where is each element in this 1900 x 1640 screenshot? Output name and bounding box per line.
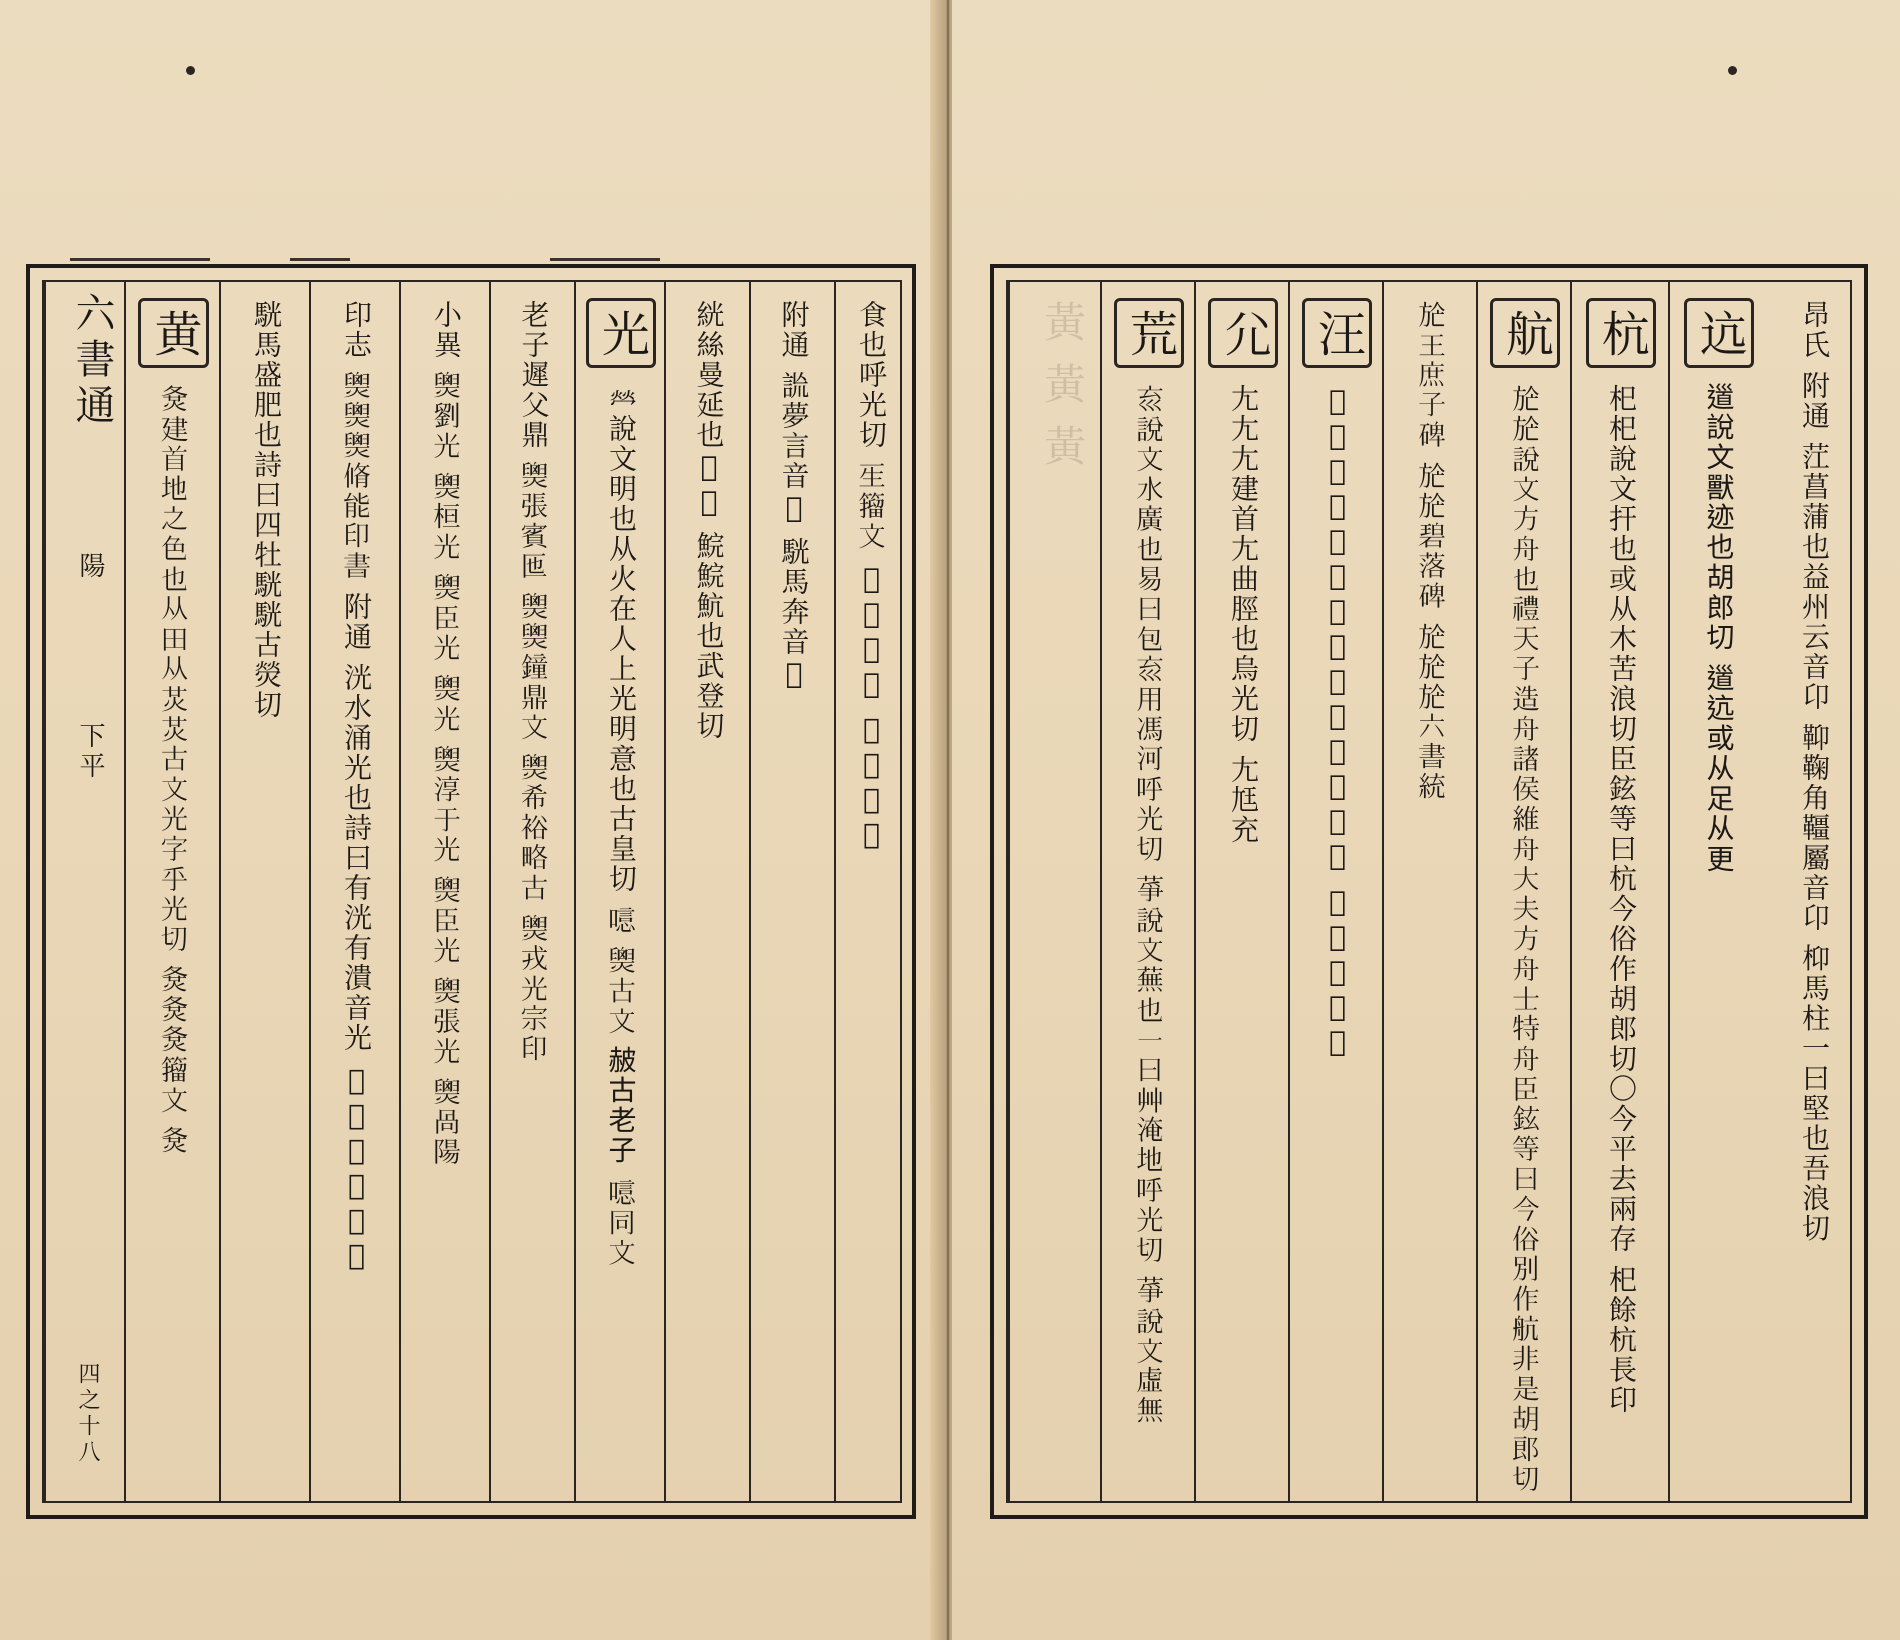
entry-head-box: 航 [1490,298,1561,368]
entry-head-box: 荒 [1114,298,1185,368]
column-text: 𣏌𣏌說文扞也或从木苦浪切臣鉉等曰杭今俗作胡郎切〇今平去兩存 𣏌餘杭長印 [1605,384,1638,1415]
right-column-7 [1194,282,1290,1501]
right-frame [990,264,1868,1519]
entry-head-box: 杭 [1586,298,1657,368]
left-text-grid [42,280,902,1503]
right-column-3 [1570,282,1670,1501]
entry-head-box: 尣 [1208,298,1279,368]
column-text: 印志 𤐫𤐫𤐫脩能印書 附通 洸水涌光也詩曰有洸有潰音光 𣿵充也古礦切 [340,300,373,1274]
column-text: 附通 詤夢言音𦎖 駫馬奔音𦎖 [777,300,811,692]
entry-head-box: 黄 [138,298,209,368]
column-text: 絖絲曼延也𦎖𦎖 鯇鯇魧也武登切 [692,300,726,741]
left-column-5 [489,282,576,1501]
right-column-2 [1668,282,1768,1501]
rhyme-label: 陽 [75,552,105,582]
ink-dot [186,66,195,75]
column-text: 𨕥說文獸迹也胡郎切 𨕥迒或从足从更 [1703,384,1736,875]
entry-head-box: 光 [586,298,657,368]
ink-dot [1728,66,1737,75]
left-column-8 [219,282,311,1501]
left-column-9 [124,282,221,1501]
right-text-grid [1006,280,1852,1503]
entry-head-box: 迒 [1684,298,1755,368]
column-text: 𡕛建首地之色也从田从炗炗古文光字乎光切 𡕛𡕛𡕛籀文 𡕛 [157,384,191,1156]
top-rule [550,258,660,261]
left-page [0,0,944,1640]
column-text: 小異 𤐫劉光 𤐫桓光 𤐫臣光 𤐫光 𤐫淳于光 𤐫臣光 𤐫張光 𤐫咼陽 [430,300,463,1168]
left-frame [26,264,916,1519]
column-text: 𣃢王庶子碑 𣃢𣃢碧落碑 𣃢𣃢𣃢六書統 [1415,300,1448,802]
column-text: 駫馬盛肥也詩曰四牡駫駫古熒切 [250,300,283,720]
left-column-7 [309,282,401,1501]
column-text: 老子遲父鼎 𤐫張賓匜 𤐫𤐫鐘鼎文 𤐫希裕略古 𤐫戎光宗印 [517,300,551,1064]
right-column-4 [1476,282,1572,1501]
top-rule [290,258,350,261]
right-column-6 [1288,282,1384,1501]
column-text: 𤇾說文明也从火在人上光明意也古皇切 𠻫 𤐫古文 𧹞古老子 𠻫同文 [605,384,638,1268]
page-number: 四之十八 [75,1362,100,1466]
top-rule [70,258,210,261]
right-page [952,0,1900,1640]
column-text: 𣃢𣃢說文方舟也禮天子造舟諸侯維舟大夫方舟士特舟臣鉉等曰今俗別作航非是胡郎切 [1509,384,1542,1494]
left-column-6 [399,282,491,1501]
left-margin-column [44,282,126,1501]
show-through-ghost: 黃黃黃 [1038,300,1087,486]
column-text: 𡿮說文水廣也易曰包𡿮用馮河呼光切 𦱊說文蕪也一曰艸淹地呼光切 𦱊說文虛無 [1133,384,1166,1426]
right-column-5 [1382,282,1478,1501]
right-column-1 [1766,282,1862,1501]
left-column-2 [749,282,836,1501]
column-text: 𣲖說文深廣也一曰汪池也烏光切 𣲖汪賡私印 [1321,384,1354,1060]
left-column-1 [834,282,906,1501]
entry-head-box: 汪 [1302,298,1373,368]
section-label: 下平 [75,722,105,782]
left-column-4 [574,282,666,1501]
column-text: 昂氏 附通 茳菖蒲也益州云音卬 䩕鞠角韁屬音卬 枊馬柱一曰堅也吾浪切 [1798,300,1831,1244]
right-column-8 [1100,282,1196,1501]
column-text: 食也呼光切 𤯔籀文 𦋭古老子 𠦾六書統 [855,300,888,853]
right-empty-column [1008,282,1102,1501]
left-column-3 [664,282,751,1501]
column-text: 𡯁𡯁𡯁建首𡯁曲脛也烏光切 𡯁尪充 [1227,384,1260,845]
book-title: 六書通 [69,292,115,430]
